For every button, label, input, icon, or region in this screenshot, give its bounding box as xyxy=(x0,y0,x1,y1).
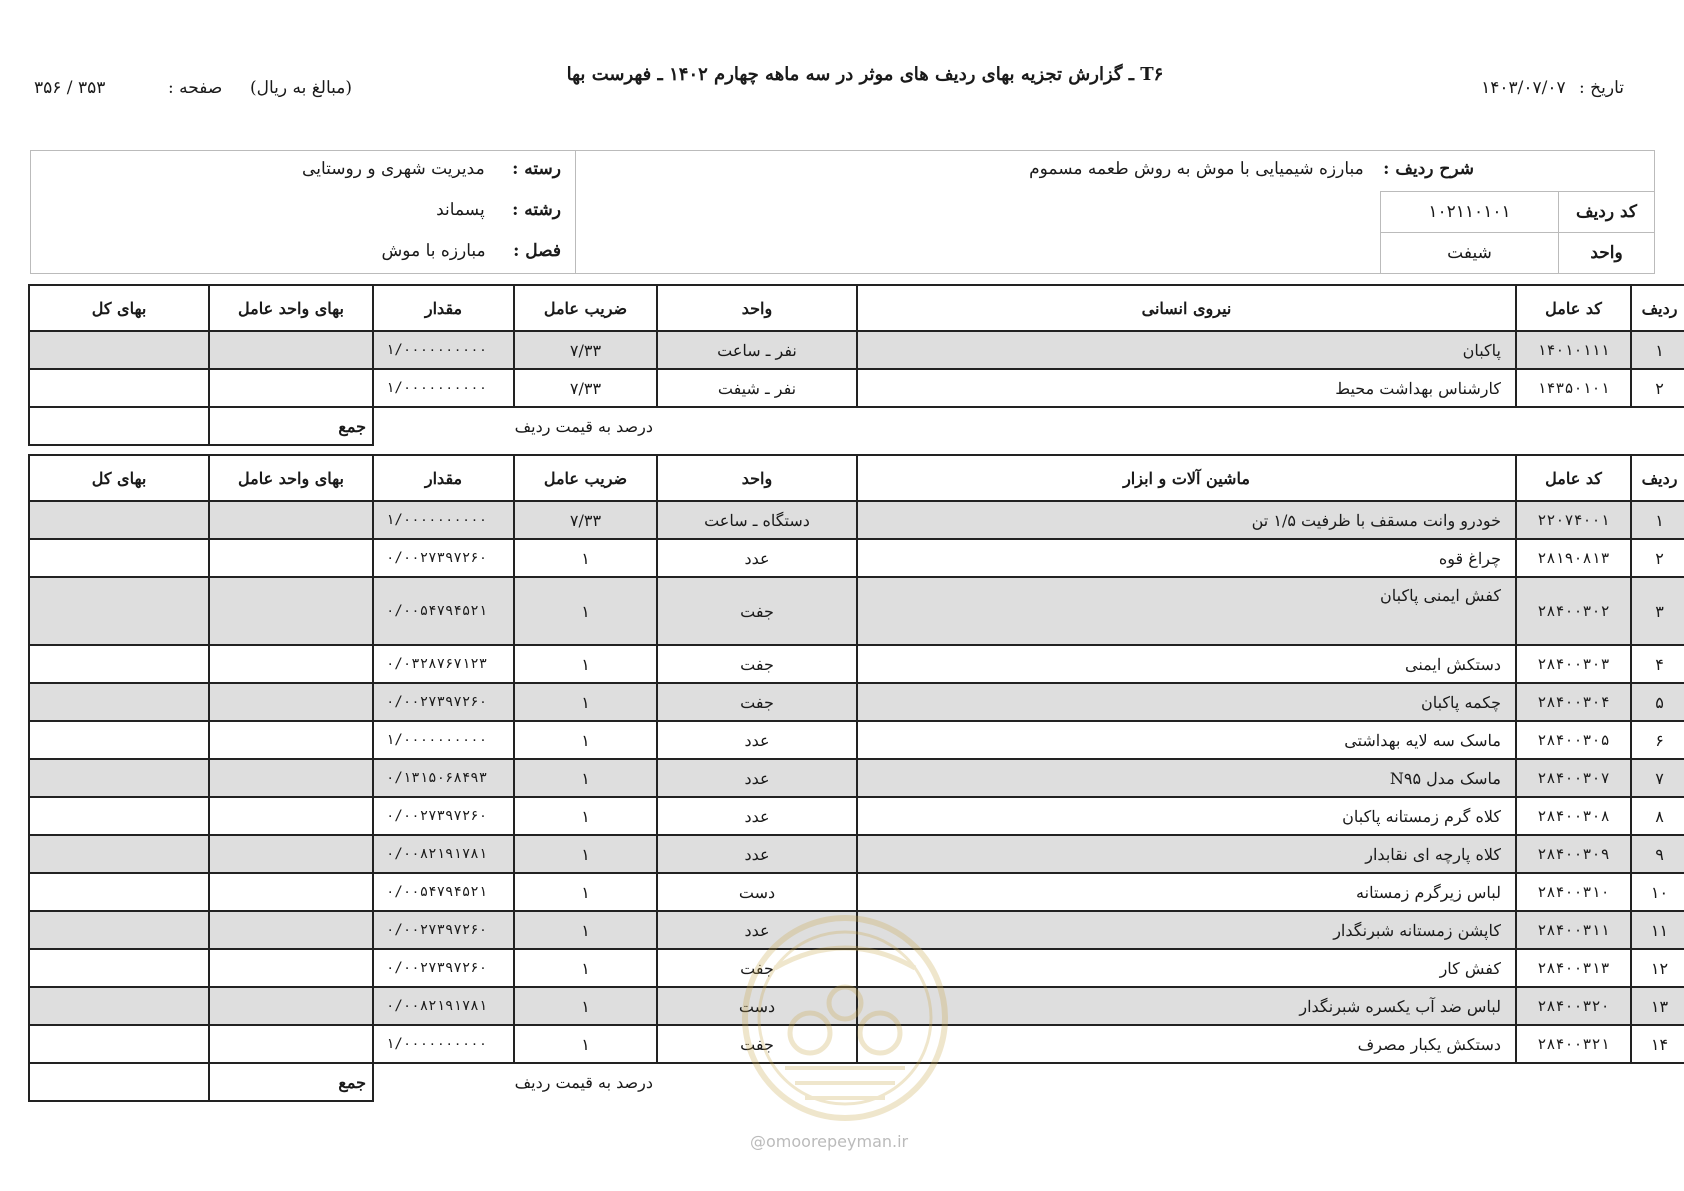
category-label: رسته : xyxy=(512,159,561,179)
cell-qty: ۰/۰۰۵۴۷۹۴۵۲۱ xyxy=(373,873,514,911)
sum-label: جمع xyxy=(209,407,373,445)
cell-unit-price xyxy=(209,835,373,873)
col-code: کد عامل xyxy=(1516,285,1631,331)
cell-qty: ۰/۰۰۸۲۱۹۱۷۸۱ xyxy=(373,987,514,1025)
cell-coef: ۱ xyxy=(514,645,657,683)
percent-label: درصد به قیمت ردیف xyxy=(514,1073,653,1092)
col-row: ردیف xyxy=(1631,285,1684,331)
cell-row: ۱ xyxy=(1631,331,1684,369)
cell-row: ۷ xyxy=(1631,759,1684,797)
cell-unit: عدد xyxy=(657,797,857,835)
cell-qty: ۰/۰۰۲۷۳۹۷۲۶۰ xyxy=(373,539,514,577)
table-row xyxy=(29,539,1684,577)
cell-code: ۲۸۴۰۰۳۰۲ xyxy=(1516,577,1631,645)
cell-name: لباس زیرگرم زمستانه xyxy=(857,873,1516,911)
col-unit: واحد xyxy=(657,285,857,331)
cell-unit: عدد xyxy=(657,911,857,949)
table-row xyxy=(29,721,1684,759)
col-coef: ضریب عامل xyxy=(514,285,657,331)
cell-total xyxy=(29,683,209,721)
currency-note: (مبالغ به ریال) xyxy=(250,78,353,98)
cell-qty: ۱/۰۰۰۰۰۰۰۰۰۰ xyxy=(373,501,514,539)
cell-name: چکمه پاکبان xyxy=(857,683,1516,721)
cell-qty: ۰/۰۳۲۸۷۶۷۱۲۳ xyxy=(373,645,514,683)
cell-total xyxy=(29,645,209,683)
col-unit-price: بهای واحد عامل xyxy=(209,285,373,331)
cell-unit-price xyxy=(209,369,373,407)
cell-unit: نفر ـ شیفت xyxy=(657,369,857,407)
cell-row: ۸ xyxy=(1631,797,1684,835)
cell-name: دستکش ایمنی xyxy=(857,645,1516,683)
cell-name: کلاه پارچه ای نقابدار xyxy=(857,835,1516,873)
cell-name: پاکبان xyxy=(857,331,1516,369)
item-description xyxy=(1029,159,1474,179)
cell-coef: ۷/۳۳ xyxy=(514,369,657,407)
table-row xyxy=(29,369,1684,407)
sum-row xyxy=(29,407,1684,445)
cell-total xyxy=(29,331,209,369)
cell-total xyxy=(29,873,209,911)
cell-row: ۵ xyxy=(1631,683,1684,721)
date-label: تاریخ : xyxy=(1579,78,1624,98)
table-row xyxy=(29,501,1684,539)
cell-qty: ۰/۰۰۲۷۳۹۷۲۶۰ xyxy=(373,797,514,835)
cell-code: ۲۸۴۰۰۳۲۱ xyxy=(1516,1025,1631,1063)
cell-total xyxy=(29,759,209,797)
cell-row: ۴ xyxy=(1631,645,1684,683)
col-name: ماشین آلات و ابزار xyxy=(857,455,1516,501)
cell-unit: عدد xyxy=(657,721,857,759)
cell-coef: ۱ xyxy=(514,539,657,577)
cell-qty: ۰/۰۰۵۴۷۹۴۵۲۱ xyxy=(373,577,514,645)
cell-code: ۲۸۴۰۰۳۰۴ xyxy=(1516,683,1631,721)
cell-code: ۲۸۴۰۰۳۰۷ xyxy=(1516,759,1631,797)
table-row xyxy=(29,949,1684,987)
machinery-table xyxy=(28,454,1684,1102)
cell-total xyxy=(29,949,209,987)
table-row xyxy=(29,797,1684,835)
sum-total xyxy=(29,1063,209,1101)
cell-unit-price xyxy=(209,911,373,949)
cell-coef: ۱ xyxy=(514,835,657,873)
cell-unit-price xyxy=(209,539,373,577)
chapter-label: فصل : xyxy=(513,241,561,261)
percent-label: درصد به قیمت ردیف xyxy=(514,417,653,436)
col-unit-price: بهای واحد عامل xyxy=(209,455,373,501)
cell-coef: ۱ xyxy=(514,683,657,721)
cell-row: ۱۴ xyxy=(1631,1025,1684,1063)
sum-label: جمع xyxy=(209,1063,373,1101)
cell-unit-price xyxy=(209,721,373,759)
cell-code: ۱۴۳۵۰۱۰۱ xyxy=(1516,369,1631,407)
cell-unit: دست xyxy=(657,873,857,911)
cell-unit-price xyxy=(209,949,373,987)
cell-coef: ۱ xyxy=(514,759,657,797)
item-info-panel xyxy=(30,150,1655,274)
col-code: کد عامل xyxy=(1516,455,1631,501)
cell-code: ۲۸۴۰۰۳۰۸ xyxy=(1516,797,1631,835)
cell-name: کاپشن زمستانه شبرنگدار xyxy=(857,911,1516,949)
sum-row xyxy=(29,1063,1684,1101)
cell-row: ۹ xyxy=(1631,835,1684,873)
cell-unit-price xyxy=(209,577,373,645)
sum-total xyxy=(29,407,209,445)
cell-row: ۱۲ xyxy=(1631,949,1684,987)
cell-total xyxy=(29,1025,209,1063)
cell-coef: ۱ xyxy=(514,911,657,949)
category-row xyxy=(302,159,561,179)
col-total: بهای کل xyxy=(29,455,209,501)
report-date xyxy=(1481,78,1624,98)
cell-name: ماسک سه لایه بهداشتی xyxy=(857,721,1516,759)
cell-qty: ۰/۰۰۲۷۳۹۷۲۶۰ xyxy=(373,911,514,949)
cell-coef: ۱ xyxy=(514,577,657,645)
cell-name: دستکش یکبار مصرف xyxy=(857,1025,1516,1063)
table-row xyxy=(29,835,1684,873)
report-title: T۶ ـ گزارش تجزیه بهای ردیف های موثر در سه ماهه چهارم ۱۴۰۲ ـ فهرست بها xyxy=(566,64,1164,85)
cell-unit: نفر ـ ساعت xyxy=(657,331,857,369)
item-code-label: کد ردیف xyxy=(1558,192,1654,232)
cell-total xyxy=(29,721,209,759)
field-row xyxy=(436,200,561,220)
cell-qty: ۱/۰۰۰۰۰۰۰۰۰۰ xyxy=(373,369,514,407)
cell-unit: جفت xyxy=(657,1025,857,1063)
cell-name: کفش ایمنی پاکبان xyxy=(857,577,1516,645)
cell-code: ۲۸۴۰۰۳۲۰ xyxy=(1516,987,1631,1025)
cell-code: ۲۸۴۰۰۳۰۳ xyxy=(1516,645,1631,683)
cell-total xyxy=(29,797,209,835)
cell-code: ۲۸۱۹۰۸۱۳ xyxy=(1516,539,1631,577)
item-unit-value: شیفت xyxy=(1447,243,1492,263)
cell-qty: ۱/۰۰۰۰۰۰۰۰۰۰ xyxy=(373,1025,514,1063)
cell-code: ۲۲۰۷۴۰۰۱ xyxy=(1516,501,1631,539)
description-label: شرح ردیف : xyxy=(1383,159,1474,179)
cell-unit: دستگاه ـ ساعت xyxy=(657,501,857,539)
cell-qty: ۰/۱۳۱۵۰۶۸۴۹۳ xyxy=(373,759,514,797)
table-row xyxy=(29,911,1684,949)
labor-table xyxy=(28,284,1684,446)
cell-name: کارشناس بهداشت محیط xyxy=(857,369,1516,407)
page-label: صفحه : xyxy=(168,78,223,98)
cell-row: ۲ xyxy=(1631,539,1684,577)
cell-unit-price xyxy=(209,797,373,835)
col-total: بهای کل xyxy=(29,285,209,331)
table-row xyxy=(29,987,1684,1025)
cell-name: کفش کار xyxy=(857,949,1516,987)
item-code-value: ۱۰۲۱۱۰۱۰۱ xyxy=(1428,202,1511,222)
table-header xyxy=(29,285,1684,331)
cell-qty: ۱/۰۰۰۰۰۰۰۰۰۰ xyxy=(373,331,514,369)
cell-total xyxy=(29,369,209,407)
field-value: پسماند xyxy=(436,200,485,220)
cell-total xyxy=(29,539,209,577)
table-row xyxy=(29,645,1684,683)
classification-panel xyxy=(31,151,576,273)
date-value: ۱۴۰۳/۰۷/۰۷ xyxy=(1481,78,1566,98)
cell-name: ماسک مدل N۹۵ xyxy=(857,759,1516,797)
cell-row: ۱۰ xyxy=(1631,873,1684,911)
cell-unit-price xyxy=(209,645,373,683)
cell-unit-price xyxy=(209,501,373,539)
cell-row: ۱۳ xyxy=(1631,987,1684,1025)
cell-total xyxy=(29,911,209,949)
item-unit-label: واحد xyxy=(1558,233,1654,273)
cell-total xyxy=(29,835,209,873)
cell-coef: ۱ xyxy=(514,797,657,835)
cell-name: لباس ضد آب یکسره شبرنگدار xyxy=(857,987,1516,1025)
cell-coef: ۱ xyxy=(514,721,657,759)
cell-name: کلاه گرم زمستانه پاکبان xyxy=(857,797,1516,835)
table-row xyxy=(29,577,1684,645)
col-qty: مقدار xyxy=(373,285,514,331)
cell-coef: ۱ xyxy=(514,949,657,987)
cell-row: ۱۱ xyxy=(1631,911,1684,949)
cell-unit-price xyxy=(209,331,373,369)
cell-code: ۲۸۴۰۰۳۱۱ xyxy=(1516,911,1631,949)
cell-total xyxy=(29,577,209,645)
cell-coef: ۷/۳۳ xyxy=(514,331,657,369)
col-qty: مقدار xyxy=(373,455,514,501)
cell-unit-price xyxy=(209,987,373,1025)
cell-coef: ۱ xyxy=(514,1025,657,1063)
chapter-row xyxy=(382,241,561,261)
cell-unit: عدد xyxy=(657,759,857,797)
page-number: ۳۵۳ / ۳۵۶ xyxy=(34,78,106,98)
cell-unit: عدد xyxy=(657,539,857,577)
cell-coef: ۱ xyxy=(514,987,657,1025)
cell-coef: ۱ xyxy=(514,873,657,911)
cell-row: ۶ xyxy=(1631,721,1684,759)
cell-qty: ۱/۰۰۰۰۰۰۰۰۰۰ xyxy=(373,721,514,759)
cell-total xyxy=(29,501,209,539)
table-row xyxy=(29,331,1684,369)
table-header xyxy=(29,455,1684,501)
table-row xyxy=(29,873,1684,911)
cell-unit-price xyxy=(209,1025,373,1063)
chapter-value: مبارزه با موش xyxy=(381,241,486,261)
cell-code: ۲۸۴۰۰۳۰۵ xyxy=(1516,721,1631,759)
cell-unit: جفت xyxy=(657,949,857,987)
cell-unit: جفت xyxy=(657,683,857,721)
col-unit: واحد xyxy=(657,455,857,501)
cell-code: ۲۸۴۰۰۳۱۳ xyxy=(1516,949,1631,987)
description-value: مبارزه شیمیایی با موش به روش طعمه مسموم xyxy=(1029,159,1364,179)
category-value: مدیریت شهری و روستایی xyxy=(302,159,485,179)
cell-code: ۲۸۴۰۰۳۱۰ xyxy=(1516,873,1631,911)
table-row xyxy=(29,1025,1684,1063)
table-row xyxy=(29,759,1684,797)
cell-qty: ۰/۰۰۲۷۳۹۷۲۶۰ xyxy=(373,683,514,721)
table-row xyxy=(29,683,1684,721)
cell-total xyxy=(29,987,209,1025)
cell-coef: ۷/۳۳ xyxy=(514,501,657,539)
cell-unit: جفت xyxy=(657,645,857,683)
cell-row: ۱ xyxy=(1631,501,1684,539)
watermark-url: @omoorepeyman.ir xyxy=(750,1132,909,1151)
cell-unit: دست xyxy=(657,987,857,1025)
cell-row: ۲ xyxy=(1631,369,1684,407)
cell-name: چراغ قوه xyxy=(857,539,1516,577)
col-coef: ضریب عامل xyxy=(514,455,657,501)
col-row: ردیف xyxy=(1631,455,1684,501)
cell-unit: جفت xyxy=(657,577,857,645)
cell-code: ۲۸۴۰۰۳۰۹ xyxy=(1516,835,1631,873)
cell-unit: عدد xyxy=(657,835,857,873)
cell-row: ۳ xyxy=(1631,577,1684,645)
item-unit-box xyxy=(1380,232,1654,273)
cell-unit-price xyxy=(209,759,373,797)
cell-qty: ۰/۰۰۲۷۳۹۷۲۶۰ xyxy=(373,949,514,987)
field-label: رشته : xyxy=(512,200,561,220)
cell-unit-price xyxy=(209,873,373,911)
item-code-box xyxy=(1380,191,1654,232)
cell-unit-price xyxy=(209,683,373,721)
cell-qty: ۰/۰۰۸۲۱۹۱۷۸۱ xyxy=(373,835,514,873)
col-name: نیروی انسانی xyxy=(857,285,1516,331)
cell-code: ۱۴۰۱۰۱۱۱ xyxy=(1516,331,1631,369)
cell-name: خودرو وانت مسقف با ظرفیت ۱/۵ تن xyxy=(857,501,1516,539)
